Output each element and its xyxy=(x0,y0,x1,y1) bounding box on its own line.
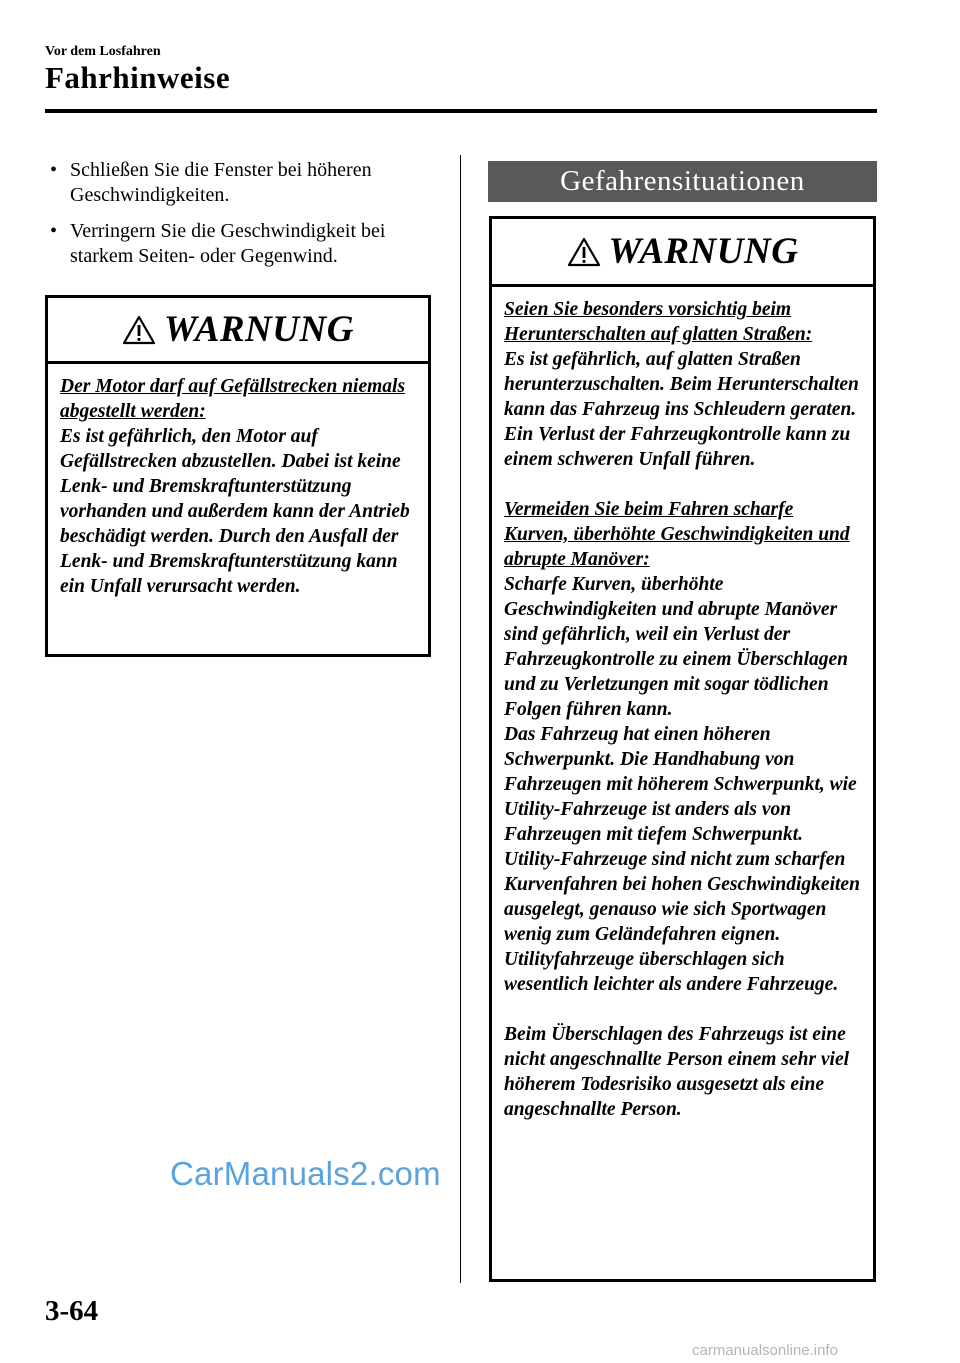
warning-text: Utility-Fahrzeuge sind nicht zum scharfen Kurvenfahren bei hohen Geschwindigkeiten ausgelegt, genauso wie sich Sportwagen wenig zum Geländefahren eignen. xyxy=(504,849,860,945)
warning-text: Beim Überschlagen des Fahrzeugs ist eine nicht angeschnallte Person einem sehr viel höherem Todesrisiko ausgesetzt als eine angeschnallte Person. xyxy=(504,1024,850,1120)
warning-body xyxy=(48,364,428,599)
warning-triangle-icon xyxy=(567,237,601,267)
bullet-list xyxy=(45,158,440,280)
list-item xyxy=(45,158,440,208)
bullet-text: Schließen Sie die Fenster bei höheren Geschwindigkeiten. xyxy=(70,159,372,206)
warning-body xyxy=(492,287,873,1122)
page-number: 3-64 xyxy=(45,1295,99,1327)
column-divider xyxy=(460,155,461,1283)
warning-triangle-icon xyxy=(122,315,156,345)
paragraph-gap xyxy=(504,472,861,497)
source-watermark: carmanualsonline.info xyxy=(692,1342,838,1359)
warning-title: WARNUNG xyxy=(164,309,354,350)
section-label: Vor dem Losfahren xyxy=(45,44,161,59)
warning-header xyxy=(48,298,428,364)
bullet-text: Verringern Sie die Geschwindigkeit bei starkem Seiten- oder Gegenwind. xyxy=(70,220,386,267)
warning-box-engine xyxy=(45,295,431,657)
bullet-icon: • xyxy=(50,159,58,181)
warning-box-hazards xyxy=(489,216,876,1282)
warning-heading: Der Motor darf auf Gefällstrecken niemals abgestellt werden: xyxy=(60,376,406,422)
warning-header xyxy=(492,219,873,287)
warning-text: Scharfe Kurven, überhöhte Geschwindigkeiten und abrupte Manöver sind gefährlich, weil ein Verlust der Fahrzeugkontrolle zu einem Überschlagen und zu Verletzungen mit sogar tödlichen Folgen führen kann. xyxy=(504,574,849,720)
warning-heading: Seien Sie besonders vorsichtig beim Herunterschalten auf glatten Straßen: xyxy=(504,299,813,345)
chapter-title: Fahrhinweise xyxy=(45,60,231,95)
watermark-logo: CarManuals2.com xyxy=(170,1155,441,1192)
paragraph-gap xyxy=(504,997,861,1022)
warning-heading: Vermeiden Sie beim Fahren scharfe Kurven, überhöhte Geschwindigkeiten und abrupte Manöver: xyxy=(504,499,850,570)
warning-text: Das Fahrzeug hat einen höheren Schwerpunkt. Die Handhabung von Fahrzeugen mit höherem Schwerpunkt, wie Utility-Fahrzeuge ist anders als von Fahrzeugen mit tiefem Schwerpunkt. xyxy=(504,724,857,845)
bullet-icon: • xyxy=(50,220,58,242)
warning-title: WARNUNG xyxy=(608,231,799,272)
section-title-bar: Gefahrensituationen xyxy=(488,161,877,202)
warning-text: Es ist gefährlich, auf glatten Straßen herunterzuschalten. Beim Herunterschalten kann das Fahrzeug ins Schleudern geraten. Ein Verlust der Fahrzeugkontrolle kann zu einem schweren Unfall führen. xyxy=(504,349,859,470)
header-rule xyxy=(45,109,877,113)
list-item xyxy=(45,219,440,269)
warning-text: Es ist gefährlich, den Motor auf Gefällstrecken abzustellen. Dabei ist keine Lenk- und Bremskraftunterstützung vorhanden und außerdem kann der Antrieb beschädigt werden. Durch den Ausfall der Lenk- und Bremskraftunterstützung kann ein Unfall verursacht werden. xyxy=(60,426,410,597)
warning-text: Utilityfahrzeuge überschlagen sich wesentlich leichter als andere Fahrzeuge. xyxy=(504,949,839,995)
